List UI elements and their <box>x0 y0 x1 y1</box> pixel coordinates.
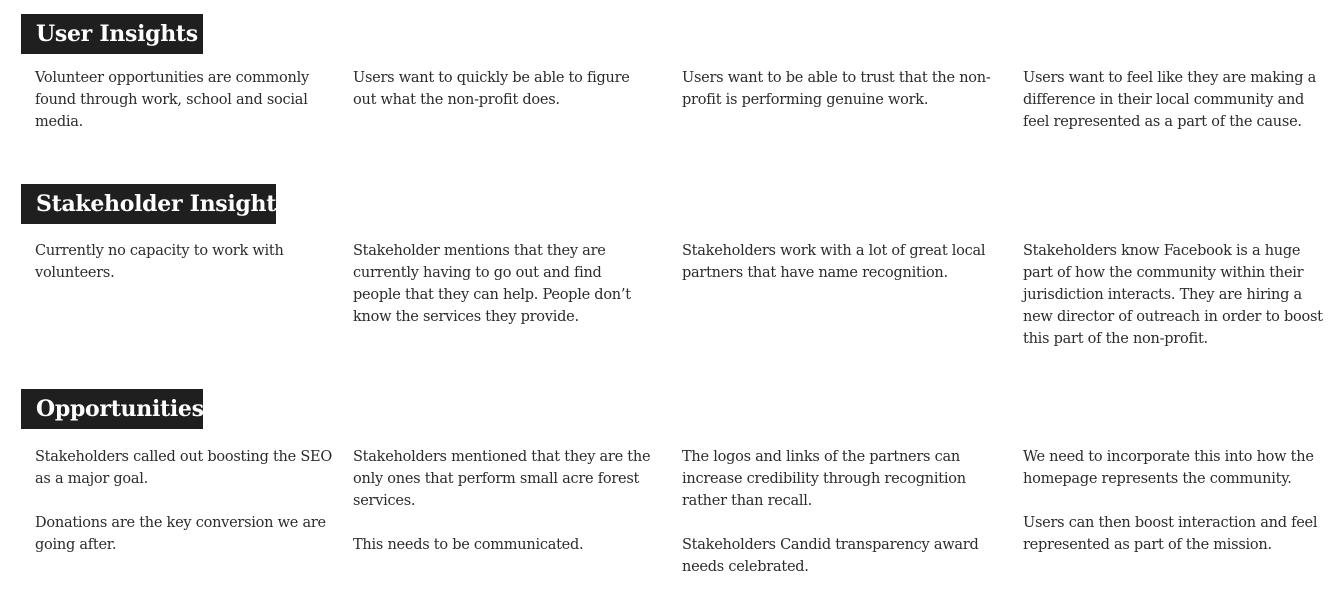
insight-text: Users want to quickly be able to figure out what the non-profit does. <box>353 70 630 108</box>
opportunity-column-2 <box>353 446 653 556</box>
opportunity-column-3 <box>682 446 1002 578</box>
opportunity-text: Stakeholders mentioned that they are the only ones that perform small acre forest services. <box>353 449 651 509</box>
insight-column-2 <box>353 67 653 111</box>
insight-column-4 <box>1023 240 1333 350</box>
insight-text: Stakeholders know Facebook is a huge part of how the community within their jurisdiction interacts. They are hiring a new director of outreach in order to boost this part of the non-profit. <box>1023 243 1323 347</box>
section-heading-opportunities: Opportunities <box>21 389 203 429</box>
opportunity-text: Stakeholders called out boosting the SEO as a major goal. <box>35 449 332 487</box>
insight-text: Users want to be able to trust that the non-profit is performing genuine work. <box>682 70 991 108</box>
insight-column-3 <box>682 67 1002 111</box>
opportunity-text: Stakeholders Candid transparency award needs celebrated. <box>682 537 979 575</box>
opportunity-text: Users can then boost interaction and feel represented as part of the mission. <box>1023 515 1318 553</box>
opportunity-text: This needs to be communicated. <box>353 537 584 553</box>
insight-column-4 <box>1023 67 1333 133</box>
opportunity-text: The logos and links of the partners can increase credibility through recognition rather than recall. <box>682 449 966 509</box>
insight-text: Currently no capacity to work with volunteers. <box>35 243 284 281</box>
opportunity-column-1 <box>35 446 335 556</box>
insight-column-2 <box>353 240 653 328</box>
insight-text: Stakeholders work with a lot of great local partners that have name recognition. <box>682 243 986 281</box>
opportunity-text: Donations are the key conversion we are going after. <box>35 515 326 553</box>
section-heading-stakeholder-insights: Stakeholder Insights <box>21 184 276 224</box>
insight-text: Users want to feel like they are making a difference in their local community and feel represented as a part of the cause. <box>1023 70 1317 130</box>
insight-text: Stakeholder mentions that they are currently having to go out and find people that they can help. People don’t know the services they provide. <box>353 243 631 325</box>
insight-column-3 <box>682 240 1002 284</box>
opportunity-text: We need to incorporate this into how the homepage represents the community. <box>1023 449 1314 487</box>
insight-column-1 <box>35 240 335 284</box>
insight-column-1 <box>35 67 335 133</box>
insight-text: Volunteer opportunities are commonly found through work, school and social media. <box>35 70 309 130</box>
section-heading-user-insights: User Insights <box>21 14 203 54</box>
opportunity-column-4 <box>1023 446 1333 556</box>
